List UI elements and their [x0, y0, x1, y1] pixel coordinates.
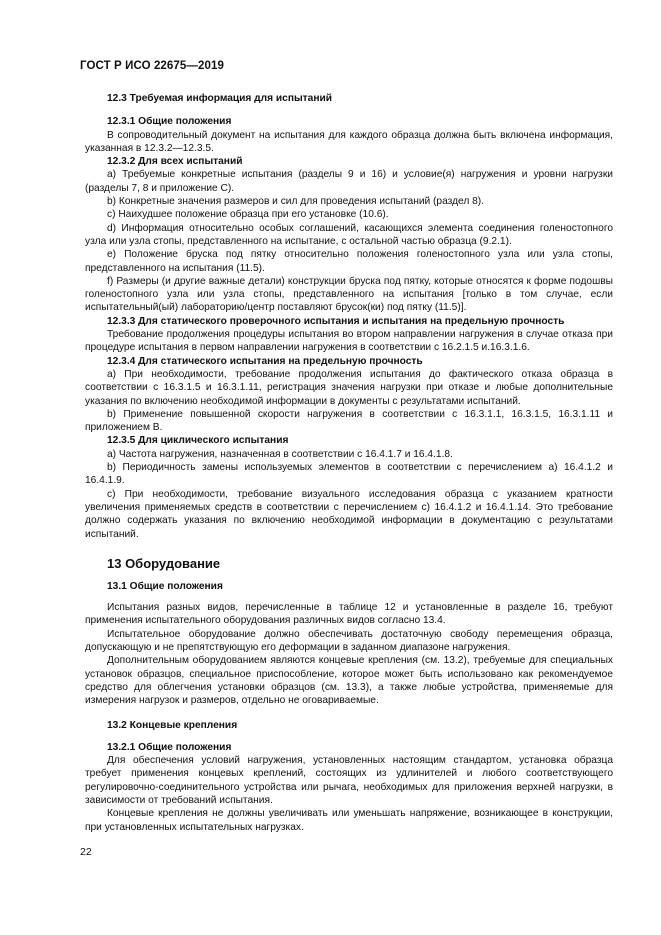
section-heading: 13 Оборудование — [107, 555, 221, 571]
paragraph: Для обеспечения условий нагружения, установленных настоящим стандартом, установка образца требует применения концевых креплений, состоящих из удлинителей и любого соответствующего регулировочно-соединительного устройства или рычага, необходимых для приложения верхней нагрузки, в зависимости от требований испытания. — [85, 755, 613, 806]
paragraph: В сопроводительный документ на испытания для каждого образца должна быть включена информация, указанная в 12.3.2—12.3.5. — [85, 129, 613, 154]
paragraph: e) Положение бруска под пятку относительно положения голеностопного узла или узла стопы, представленного на испытания (11.5). — [85, 249, 613, 274]
clause-heading: 12.3.4 Для статического испытания на предельную прочность — [107, 355, 423, 367]
document-header: ГОСТ Р ИСО 22675—2019 — [80, 60, 225, 72]
subsection-heading: 13.2 Концевые крепления — [107, 720, 238, 732]
clause-heading: 13.2.1 Общие положения — [107, 741, 232, 753]
clause-heading: 12.3.5 Для циклического испытания — [107, 435, 289, 447]
clause-heading: 12.3.3 Для статического проверочного испытания и испытания на предельную прочность — [107, 315, 565, 327]
paragraph: Дополнительным оборудованием являются концевые крепления (см. 13.2), требуемые для специальных установок образцов, специальное приспособление, которое может быть использовано как рекомендуемое средство для облегчения установки образцов (см. 13.3), а также любые устройства, применяемые для измерения нагрузок и размеров, отдельно не оговариваемые. — [85, 655, 613, 707]
subsection-heading: 12.3 Требуемая информация для испытаний — [107, 93, 333, 104]
paragraph: Концевые крепления не должны увеличивать или уменьшать напряжение, возникающее в конструкции, при установленных испытательных нагрузках. — [85, 808, 613, 833]
subsection-heading: 13.1 Общие положения — [107, 580, 223, 592]
paragraph: Испытательное оборудование должно обеспечивать достаточную свободу перемещения образца, допускающую и не препятствующую его деформации в заданном диапазоне нагружения. — [85, 628, 613, 653]
paragraph: a) Частота нагружения, назначенная в соответствии с 16.4.1.7 и 16.4.1.8. — [107, 448, 453, 460]
paragraph: c) Наихудшее положение образца при его установке (10.6). — [107, 209, 389, 221]
paragraph: b) Применение повышенной скорости нагружения в соответствии с 16.3.1.1, 16.3.1.5, 16.3.1.11 и приложением В. — [85, 408, 613, 434]
page-number: 22 — [80, 846, 92, 858]
paragraph: a) Требуемые конкретные испытания (разделы 9 и 16) и условие(я) нагружения и уровни нагрузки (разделы 7, 8 и приложение С). — [85, 169, 613, 194]
paragraph: Требование продолжения процедуры испытания во втором направлении нагружения в случае отказа при процедуре испытания в первом направлении нагружения в соответствии с 16.2.1.5 и.16.3.1.6. — [85, 329, 613, 354]
paragraph: b) Периодичность замены используемых элементов в соответствии с перечислением а) 16.4.1.2 и 16.4.1.9. — [85, 462, 613, 487]
paragraph: d) Информация относительно особых соглашений, касающихся элемента соединения голеностопного узла или узла стопы, представленного на испытание, с остальной частью образца (9.2.1). — [85, 222, 613, 247]
paragraph: Испытания разных видов, перечисленные в таблице 12 и установленные в разделе 16, требуют применения испытательного оборудования различных видов согласно 13.4. — [85, 602, 613, 627]
paragraph: f) Размеры (и другие важные детали) конструкции бруска под пятку, которые относятся к форме подошвы голеностопного узла или узла стопы, представленного на испытания [только в том случае, если испытательный(ый) лабораторию/центр поставляют брусок(ки) под пятку (11.5)]. — [85, 275, 613, 314]
document-body — [85, 92, 613, 834]
paragraph: b) Конкретные значения размеров и сил для проведения испытаний (раздел 8). — [107, 196, 485, 208]
paragraph: c) При необходимости, требование визуального исследования образца с указанием кратности увеличения применяемых средств в соответствии с перечислением с) 16.4.1.2 и 16.4.1.14. Это требование должно содержать указания по включению необходимой информации в документацию с результатами испытаний. — [85, 488, 613, 540]
clause-heading: 12.3.2 Для всех испытаний — [107, 156, 243, 168]
paragraph: a) При необходимости, требование продолжения испытания до фактического отказа образца в соответствии с 16.3.1.5 и 16.3.1.11, регистрация значения нагрузки при отказе и любые дополнительные указания по включению необходимой информации в документы с результатами испытаний. — [85, 368, 613, 407]
clause-heading: 12.3.1 Общие положения — [107, 116, 232, 128]
